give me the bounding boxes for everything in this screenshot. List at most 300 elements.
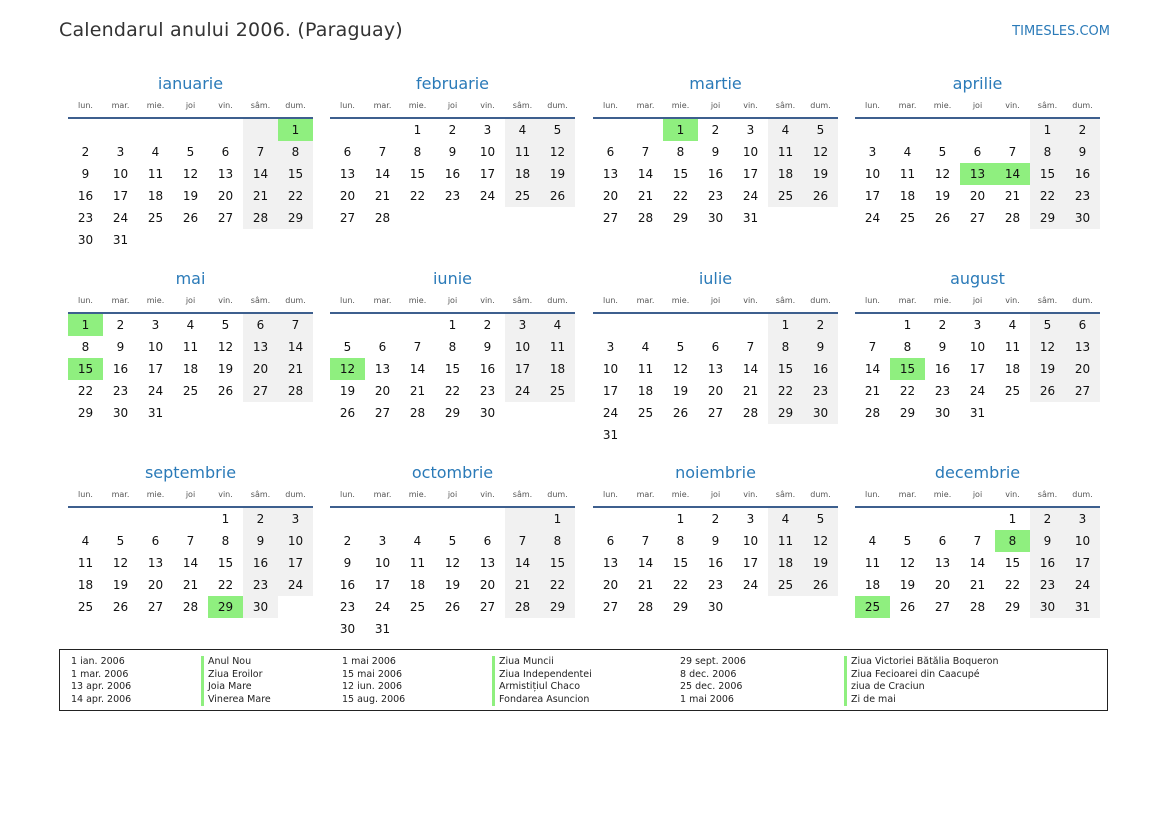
- day-cell: 21: [278, 358, 313, 380]
- day-cell: 22: [672, 578, 689, 592]
- weekday-header: [855, 490, 1100, 508]
- weekday-label: vin.: [480, 296, 495, 305]
- day-cell: 21: [742, 384, 759, 398]
- day-cell: 10: [742, 145, 759, 159]
- day-cell: 20: [602, 189, 619, 203]
- empty-cell: [628, 424, 663, 446]
- day-cell: 24: [505, 380, 540, 402]
- empty-cell: [173, 119, 208, 141]
- weekday-label: vin.: [480, 101, 495, 110]
- weekday-header: [330, 101, 575, 119]
- day-cell: 8: [413, 145, 422, 159]
- day-cell: 6: [973, 145, 982, 159]
- day-cell: 21: [182, 578, 199, 592]
- weekday-label: mar.: [373, 490, 392, 499]
- day-cell: 16: [243, 552, 278, 574]
- empty-cell: [960, 508, 995, 530]
- empty-cell: [855, 508, 890, 530]
- day-cell: 8: [903, 340, 912, 354]
- day-cell: 11: [77, 556, 94, 570]
- weekday-label: mie.: [671, 490, 690, 499]
- weekday-label: sâm.: [1037, 101, 1058, 110]
- weekday-label: lun.: [340, 296, 355, 305]
- empty-cell: [243, 119, 278, 141]
- day-cell: 4: [903, 145, 912, 159]
- day-cell: 15: [768, 358, 803, 380]
- day-cell: 9: [803, 336, 838, 358]
- month-name: iunie: [432, 269, 472, 288]
- day-cell: 26: [899, 600, 916, 614]
- weekday-label: lun.: [865, 101, 880, 110]
- empty-cell: [768, 596, 803, 618]
- empty-cell: [698, 424, 733, 446]
- weekday-label: vin.: [218, 490, 233, 499]
- day-cell: 15: [1030, 163, 1065, 185]
- week-row: [593, 574, 838, 596]
- day-cell: 5: [221, 318, 230, 332]
- day-cell: 13: [960, 163, 995, 185]
- week-row: [330, 185, 575, 207]
- day-cell: 7: [973, 534, 982, 548]
- legend-date: 14 apr. 2006: [71, 693, 132, 705]
- week-row: [593, 119, 838, 141]
- month-mai: [68, 268, 313, 424]
- week-row: [68, 141, 313, 163]
- day-cell: 1: [903, 318, 912, 332]
- day-cell: 17: [147, 362, 164, 376]
- empty-cell: [400, 618, 435, 640]
- day-cell: 25: [1004, 384, 1021, 398]
- empty-cell: [995, 119, 1030, 141]
- day-cell: 25: [505, 185, 540, 207]
- day-cell: 2: [1030, 508, 1065, 530]
- day-cell: 17: [742, 167, 759, 181]
- day-cell: 13: [934, 556, 951, 570]
- week-row: [855, 574, 1100, 596]
- day-cell: 1: [68, 314, 103, 336]
- month-name: mai: [175, 269, 206, 288]
- day-cell: 5: [903, 534, 912, 548]
- day-cell: 7: [378, 145, 387, 159]
- day-cell: 21: [969, 578, 986, 592]
- day-cell: 12: [182, 167, 199, 181]
- day-cell: 21: [637, 189, 654, 203]
- day-cell: 9: [711, 145, 720, 159]
- day-cell: 19: [803, 552, 838, 574]
- empty-cell: [505, 402, 540, 424]
- empty-cell: [995, 402, 1030, 424]
- empty-cell: [173, 508, 208, 530]
- day-cell: 2: [483, 318, 492, 332]
- weekday-label: mie.: [671, 296, 690, 305]
- day-cell: 20: [969, 189, 986, 203]
- day-cell: 17: [602, 384, 619, 398]
- day-cell: 22: [278, 185, 313, 207]
- day-cell: 1: [221, 512, 230, 526]
- day-cell: 14: [243, 163, 278, 185]
- day-cell: 20: [1065, 358, 1100, 380]
- week-row: [855, 185, 1100, 207]
- day-cell: 23: [479, 384, 496, 398]
- day-cell: 29: [208, 596, 243, 618]
- day-cell: 27: [243, 380, 278, 402]
- day-cell: 24: [147, 384, 164, 398]
- day-cell: 27: [707, 406, 724, 420]
- day-cell: 24: [1065, 574, 1100, 596]
- empty-cell: [663, 314, 698, 336]
- day-cell: 28: [969, 600, 986, 614]
- weekday-label: dum.: [547, 101, 568, 110]
- day-cell: 22: [409, 189, 426, 203]
- empty-cell: [103, 508, 138, 530]
- day-cell: 7: [1008, 145, 1017, 159]
- month-noiembrie: [593, 462, 838, 618]
- week-row: [330, 574, 575, 596]
- week-row: [68, 552, 313, 574]
- weekday-label: mar.: [636, 296, 655, 305]
- day-cell: 16: [707, 167, 724, 181]
- day-cell: 31: [147, 406, 164, 420]
- empty-cell: [768, 207, 803, 229]
- week-row: [593, 380, 838, 402]
- week-row: [855, 163, 1100, 185]
- site-link[interactable]: TIMESLES.COM: [1012, 24, 1110, 39]
- weekday-header: [68, 101, 313, 119]
- day-cell: 25: [409, 600, 426, 614]
- day-cell: 19: [1030, 358, 1065, 380]
- week-row: [330, 358, 575, 380]
- day-cell: 31: [1065, 596, 1100, 618]
- week-row: [330, 508, 575, 530]
- day-cell: 9: [243, 530, 278, 552]
- day-cell: 19: [182, 189, 199, 203]
- day-cell: 20: [934, 578, 951, 592]
- day-cell: 11: [505, 141, 540, 163]
- day-cell: 29: [768, 402, 803, 424]
- empty-cell: [505, 207, 540, 229]
- day-cell: 20: [243, 358, 278, 380]
- day-cell: 23: [339, 600, 356, 614]
- day-cell: 3: [746, 512, 755, 526]
- empty-cell: [960, 119, 995, 141]
- day-cell: 9: [116, 340, 125, 354]
- legend-date: 8 dec. 2006: [680, 668, 737, 680]
- weekday-label: dum.: [547, 296, 568, 305]
- day-cell: 19: [672, 384, 689, 398]
- day-cell: 24: [742, 189, 759, 203]
- day-cell: 15: [68, 358, 103, 380]
- day-cell: 5: [448, 534, 457, 548]
- day-cell: 14: [742, 362, 759, 376]
- day-cell: 18: [899, 189, 916, 203]
- month-august: [855, 268, 1100, 424]
- week-row: [68, 119, 313, 141]
- day-cell: 21: [374, 189, 391, 203]
- week-row: [593, 141, 838, 163]
- weekday-label: lun.: [78, 490, 93, 499]
- day-cell: 17: [1065, 552, 1100, 574]
- day-cell: 30: [803, 402, 838, 424]
- day-cell: 5: [803, 508, 838, 530]
- day-cell: 22: [540, 574, 575, 596]
- empty-cell: [890, 119, 925, 141]
- day-cell: 26: [112, 600, 129, 614]
- day-cell: 25: [540, 380, 575, 402]
- weekday-label: lun.: [865, 296, 880, 305]
- day-cell: 18: [147, 189, 164, 203]
- day-cell: 19: [339, 384, 356, 398]
- legend-date: 1 mar. 2006: [71, 668, 129, 680]
- month-ianuarie: [68, 73, 313, 251]
- legend-dates-1: [71, 656, 131, 706]
- day-cell: 27: [374, 406, 391, 420]
- empty-cell: [1065, 402, 1100, 424]
- day-cell: 16: [112, 362, 129, 376]
- empty-cell: [435, 207, 470, 229]
- weekday-label: joi: [972, 101, 983, 110]
- empty-cell: [540, 618, 575, 640]
- weekday-label: dum.: [810, 101, 831, 110]
- day-cell: 2: [711, 123, 720, 137]
- day-cell: 11: [864, 556, 881, 570]
- weekday-label: vin.: [218, 296, 233, 305]
- day-cell: 18: [540, 358, 575, 380]
- day-cell: 26: [1030, 380, 1065, 402]
- week-row: [330, 618, 575, 640]
- legend-holiday-name: Armistițiul Chaco: [492, 681, 592, 694]
- empty-cell: [400, 314, 435, 336]
- weekday-label: dum.: [810, 296, 831, 305]
- week-row: [330, 552, 575, 574]
- empty-cell: [173, 402, 208, 424]
- empty-cell: [505, 508, 540, 530]
- month-name: august: [950, 269, 1005, 288]
- day-cell: 27: [147, 600, 164, 614]
- week-row: [330, 207, 575, 229]
- weekday-label: sâm.: [512, 101, 533, 110]
- weekday-header: [593, 490, 838, 508]
- day-cell: 5: [186, 145, 195, 159]
- day-cell: 27: [479, 600, 496, 614]
- day-cell: 25: [899, 211, 916, 225]
- month-martie: [593, 73, 838, 229]
- day-cell: 4: [1008, 318, 1017, 332]
- weekday-label: mar.: [111, 490, 130, 499]
- day-cell: 1: [1008, 512, 1017, 526]
- day-cell: 3: [606, 340, 615, 354]
- empty-cell: [855, 314, 890, 336]
- day-cell: 30: [479, 406, 496, 420]
- day-cell: 20: [147, 578, 164, 592]
- week-row: [330, 596, 575, 618]
- day-cell: 17: [742, 556, 759, 570]
- week-row: [68, 358, 313, 380]
- day-cell: 6: [1065, 314, 1100, 336]
- day-cell: 5: [343, 340, 352, 354]
- empty-cell: [768, 424, 803, 446]
- day-cell: 3: [116, 145, 125, 159]
- day-cell: 6: [243, 314, 278, 336]
- day-cell: 6: [711, 340, 720, 354]
- weekday-header: [855, 101, 1100, 119]
- day-cell: 26: [182, 211, 199, 225]
- day-cell: 14: [374, 167, 391, 181]
- legend-date: 25 dec. 2006: [680, 681, 743, 693]
- weekday-label: sâm.: [775, 296, 796, 305]
- day-cell: 10: [278, 530, 313, 552]
- day-cell: 16: [934, 362, 951, 376]
- day-cell: 16: [77, 189, 94, 203]
- day-cell: 2: [711, 512, 720, 526]
- day-cell: 1: [448, 318, 457, 332]
- week-row: [855, 119, 1100, 141]
- day-cell: 18: [182, 362, 199, 376]
- day-cell: 11: [1004, 340, 1021, 354]
- day-cell: 18: [77, 578, 94, 592]
- weekday-label: dum.: [1072, 490, 1093, 499]
- day-cell: 28: [742, 406, 759, 420]
- day-cell: 14: [637, 167, 654, 181]
- day-cell: 3: [868, 145, 877, 159]
- weekday-label: joi: [185, 490, 196, 499]
- weekday-header: [330, 296, 575, 314]
- empty-cell: [470, 207, 505, 229]
- day-cell: 26: [444, 600, 461, 614]
- legend-holiday-name: Zi de mai: [844, 694, 999, 707]
- day-cell: 8: [995, 530, 1030, 552]
- legend-date: 1 ian. 2006: [71, 656, 125, 667]
- day-cell: 23: [934, 384, 951, 398]
- empty-cell: [803, 596, 838, 618]
- day-cell: 27: [602, 600, 619, 614]
- day-cell: 9: [1030, 530, 1065, 552]
- day-cell: 24: [278, 574, 313, 596]
- day-cell: 13: [243, 336, 278, 358]
- day-cell: 28: [243, 207, 278, 229]
- empty-cell: [470, 508, 505, 530]
- day-cell: 17: [505, 358, 540, 380]
- weekday-label: mar.: [111, 296, 130, 305]
- month-iulie: [593, 268, 838, 446]
- empty-cell: [1030, 402, 1065, 424]
- day-cell: 15: [409, 167, 426, 181]
- week-row: [855, 530, 1100, 552]
- week-row: [330, 163, 575, 185]
- day-cell: 8: [81, 340, 90, 354]
- empty-cell: [138, 119, 173, 141]
- day-cell: 26: [540, 185, 575, 207]
- empty-cell: [330, 508, 365, 530]
- empty-cell: [278, 596, 313, 618]
- day-cell: 19: [217, 362, 234, 376]
- day-cell: 11: [899, 167, 916, 181]
- day-cell: 22: [899, 384, 916, 398]
- week-row: [855, 314, 1100, 336]
- day-cell: 28: [278, 380, 313, 402]
- day-cell: 9: [938, 340, 947, 354]
- weekday-header: [593, 101, 838, 119]
- day-cell: 3: [483, 123, 492, 137]
- day-cell: 8: [278, 141, 313, 163]
- legend-date: 29 sept. 2006: [680, 656, 746, 667]
- day-cell: 25: [855, 596, 890, 618]
- day-cell: 21: [864, 384, 881, 398]
- day-cell: 13: [602, 556, 619, 570]
- day-cell: 31: [969, 406, 986, 420]
- day-cell: 4: [768, 508, 803, 530]
- day-cell: 30: [339, 622, 356, 636]
- page-title: Calendarul anului 2006. (Paraguay): [59, 19, 403, 41]
- day-cell: 18: [864, 578, 881, 592]
- empty-cell: [330, 314, 365, 336]
- day-cell: 28: [505, 596, 540, 618]
- day-cell: 8: [768, 336, 803, 358]
- day-cell: 10: [1065, 530, 1100, 552]
- day-cell: 8: [448, 340, 457, 354]
- weekday-label: joi: [710, 296, 721, 305]
- weekday-label: mie.: [933, 101, 952, 110]
- day-cell: 27: [602, 211, 619, 225]
- day-cell: 27: [934, 600, 951, 614]
- empty-cell: [435, 508, 470, 530]
- day-cell: 17: [112, 189, 129, 203]
- weekday-label: mar.: [898, 296, 917, 305]
- weekday-header: [330, 490, 575, 508]
- month-name: decembrie: [934, 463, 1021, 482]
- day-cell: 1: [278, 119, 313, 141]
- day-cell: 28: [1004, 211, 1021, 225]
- day-cell: 28: [864, 406, 881, 420]
- weekday-label: lun.: [865, 490, 880, 499]
- weekday-label: vin.: [743, 296, 758, 305]
- day-cell: 4: [505, 119, 540, 141]
- weekday-label: joi: [447, 296, 458, 305]
- empty-cell: [925, 508, 960, 530]
- legend-holiday-name: Ziua Muncii: [492, 656, 592, 669]
- week-row: [330, 119, 575, 141]
- day-cell: 4: [413, 534, 422, 548]
- weekday-label: joi: [185, 296, 196, 305]
- empty-cell: [208, 402, 243, 424]
- day-cell: 10: [602, 362, 619, 376]
- day-cell: 14: [409, 362, 426, 376]
- day-cell: 7: [505, 530, 540, 552]
- month-februarie: [330, 73, 575, 229]
- weekday-label: vin.: [1005, 490, 1020, 499]
- day-cell: 18: [505, 163, 540, 185]
- empty-cell: [855, 119, 890, 141]
- day-cell: 12: [330, 358, 365, 380]
- day-cell: 7: [413, 340, 422, 354]
- day-cell: 3: [278, 508, 313, 530]
- weekday-label: sâm.: [775, 490, 796, 499]
- day-cell: 10: [864, 167, 881, 181]
- weekday-label: joi: [447, 101, 458, 110]
- day-cell: 6: [378, 340, 387, 354]
- day-cell: 8: [540, 530, 575, 552]
- empty-cell: [593, 314, 628, 336]
- weekday-label: dum.: [285, 101, 306, 110]
- legend-holiday-name: Joia Mare: [201, 681, 271, 694]
- day-cell: 4: [81, 534, 90, 548]
- day-cell: 13: [374, 362, 391, 376]
- day-cell: 6: [606, 534, 615, 548]
- day-cell: 14: [505, 552, 540, 574]
- weekday-label: mie.: [408, 490, 427, 499]
- weekday-label: mie.: [146, 101, 165, 110]
- day-cell: 23: [803, 380, 838, 402]
- day-cell: 16: [707, 556, 724, 570]
